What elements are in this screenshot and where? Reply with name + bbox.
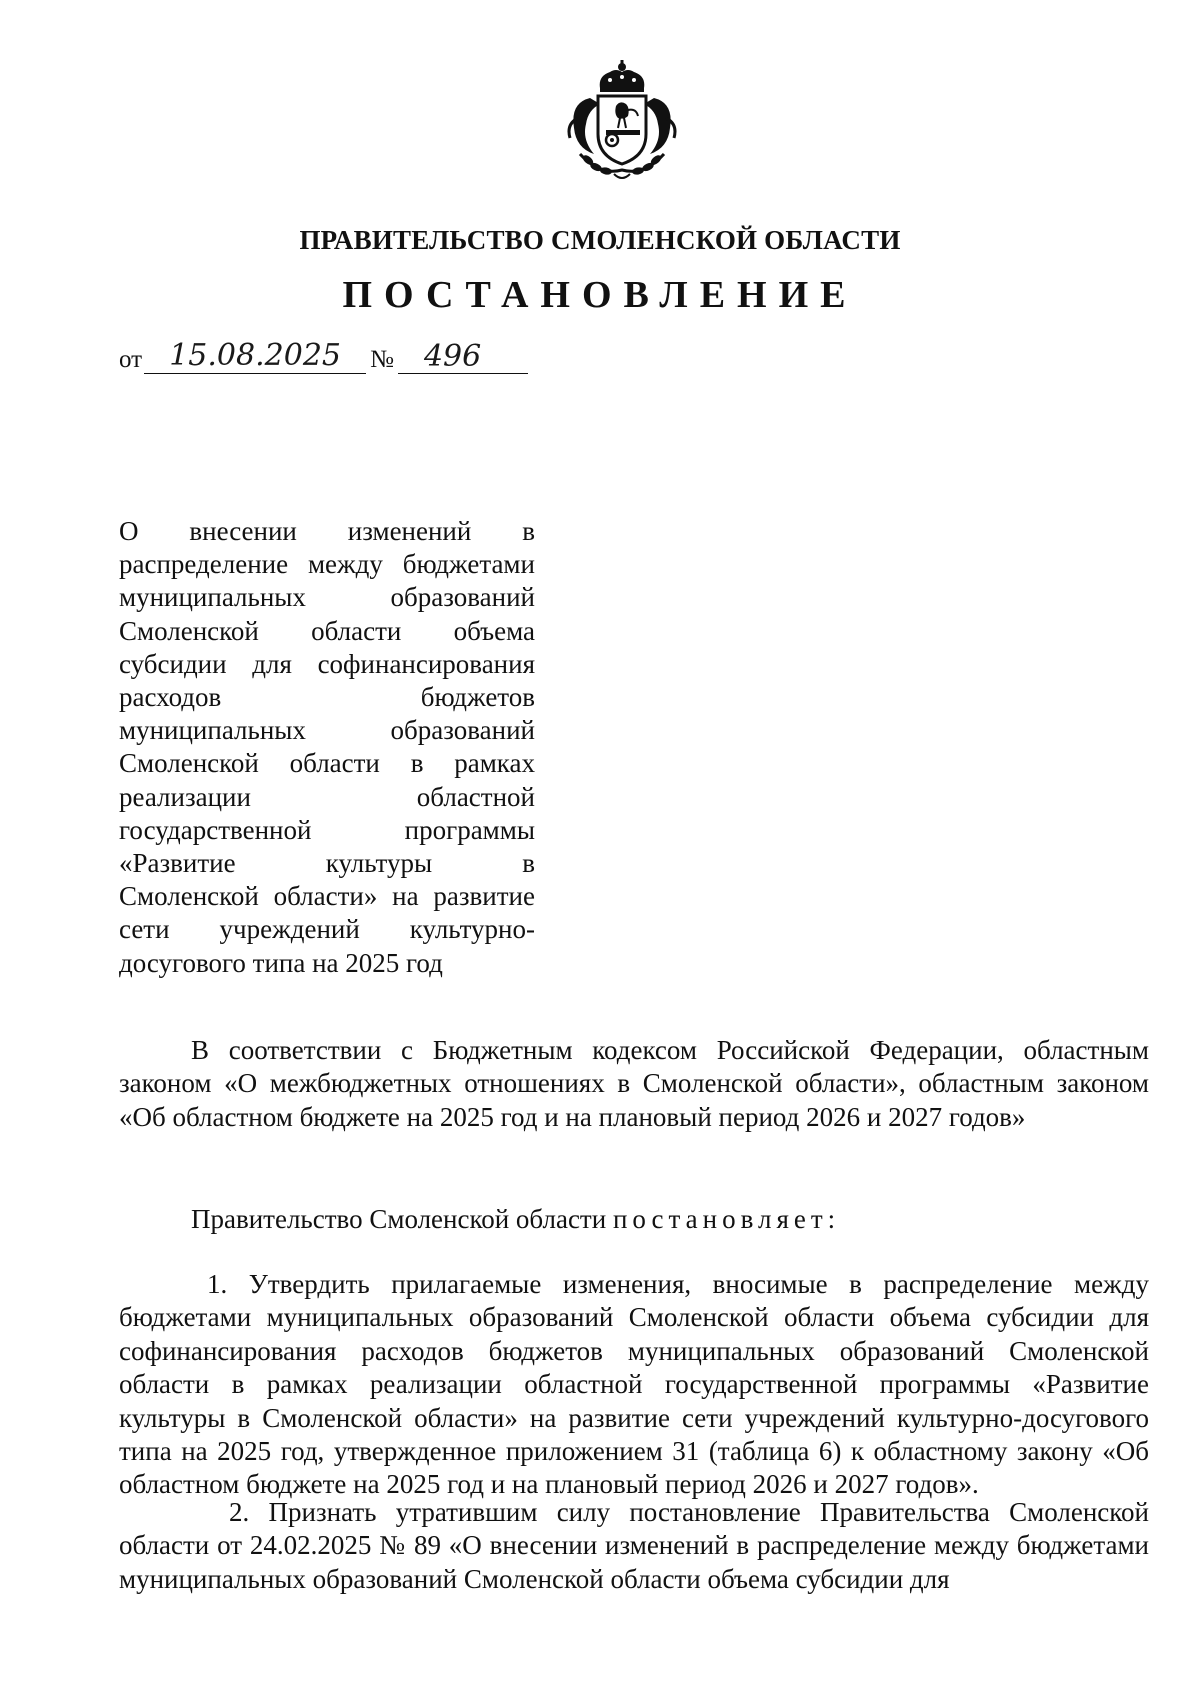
organization-title: ПРАВИТЕЛЬСТВО СМОЛЕНСКОЙ ОБЛАСТИ xyxy=(299,225,901,255)
subject-line: Смоленской области в рамках xyxy=(119,748,535,779)
preamble-paragraph: В соответствии с Бюджетным кодексом Российской Федерации, областным законом «О межбюджетных отношениях в Смоленской области», областным законом «Об областном бюджете на 2025 год и на плановый период 2026 и 2027 годов» xyxy=(119,1035,1149,1132)
subject-line: субсидии для софинансирования xyxy=(119,648,535,679)
resolves-prefix: Правительство Смоленской области xyxy=(191,1204,613,1234)
subject-line: муниципальных образований xyxy=(119,582,535,613)
handwritten-date: 15.08.2025 xyxy=(144,341,366,374)
date-number-line xyxy=(119,338,528,374)
subject-line: муниципальных образований xyxy=(119,715,535,746)
resolves-paragraph xyxy=(119,1203,1149,1236)
subject-line: О внесении изменений в xyxy=(119,516,535,546)
subject-line: расходов бюджетов xyxy=(119,682,535,713)
document-subject xyxy=(119,515,535,980)
number-sign-label: № xyxy=(370,346,394,373)
item-1-paragraph: 1. Утвердить прилагаемые изменения, вносимые в распределение между бюджетами муниципальных образований Смоленской области объема субсидии для софинансирования расходов бюджетов муниципальных образований Смоленской области в рамках реализации областной государственной программы «Развитие культуры в Смоленской области» на развитие сети учреждений культурно-досугового типа на 2025 год, утвержденное приложением 31 (таблица 6) к областному закону «Об областном бюджете на 2025 год и на плановый период 2026 и 2027 годов». xyxy=(119,1269,1149,1500)
subject-line: Смоленской области объема xyxy=(119,615,535,646)
document-type-title: ПОСТАНОВЛЕНИЕ xyxy=(342,274,858,316)
coat-of-arms-emblem xyxy=(560,58,684,184)
resolves-word: постановляет: xyxy=(612,1204,841,1234)
subject-line: реализации областной xyxy=(119,781,535,812)
handwritten-number: 496 xyxy=(398,342,528,374)
subject-line: Смоленской области» на развитие xyxy=(119,881,535,912)
subject-line: сети учреждений культурно- xyxy=(119,914,535,945)
subject-line: распределение между бюджетами xyxy=(119,549,535,580)
subject-line: досугового типа на 2025 год xyxy=(119,947,443,978)
subject-line: государственной программы xyxy=(119,814,535,845)
item-2-paragraph: 2. Признать утратившим силу постановление Правительства Смоленской области от 24.02.2025 № 89 «О внесении изменений в распределение между бюджетами муниципальных образований Смоленской области объема субсидии для xyxy=(119,1497,1149,1594)
subject-line: «Развитие культуры в xyxy=(119,848,535,879)
date-from-label: от xyxy=(119,346,143,373)
